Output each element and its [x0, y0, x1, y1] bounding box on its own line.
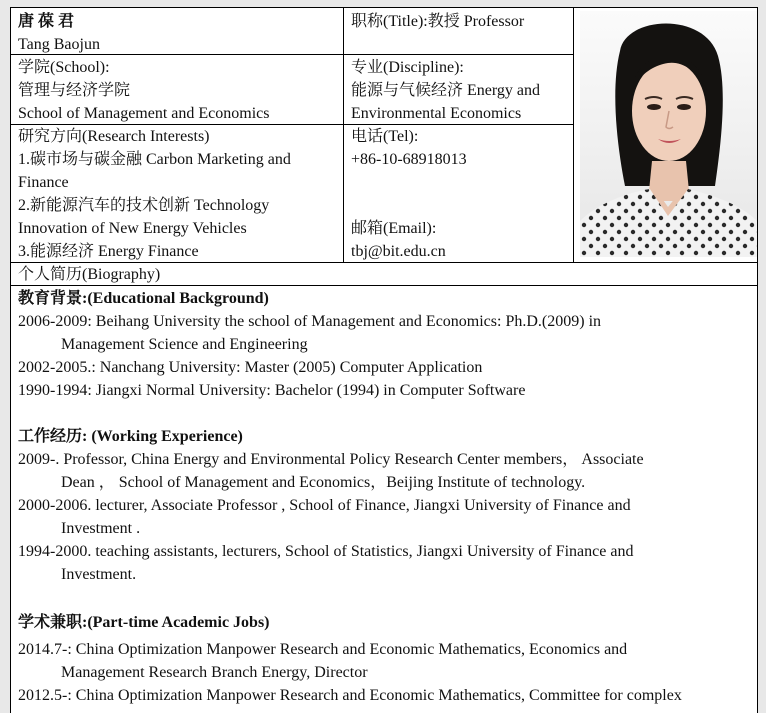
research-cell: [10, 124, 343, 262]
biography-header: 个人简历(Biography): [18, 266, 161, 283]
research-line: Innovation of New Energy Vehicles: [18, 220, 247, 237]
discipline-cell: [343, 54, 574, 124]
title-text: 职称(Title):教授 Professor: [351, 13, 525, 30]
discipline-line-2: Environmental Economics: [351, 105, 522, 122]
work-entry-cont: Investment .: [61, 520, 141, 537]
name-en: Tang Baojun: [18, 36, 100, 53]
jobs-entry: 2014.7-: China Optimization Manpower Research and Economic Mathematics, Economics and: [18, 641, 628, 658]
email-link[interactable]: tbj@bit.edu.cn: [351, 243, 446, 260]
school-en: School of Management and Economics: [18, 105, 270, 122]
work-entry-cont: Dean ， School of Management and Economics，Beijing Institute of technology.: [61, 474, 586, 491]
discipline-line-1: 能源与气候经济 Energy and: [351, 82, 541, 99]
research-label: 研究方向(Research Interests): [18, 128, 210, 145]
jobs-entry-cont: Management Research Branch Energy, Director: [61, 664, 368, 681]
school-cn: 管理与经济学院: [18, 82, 131, 99]
discipline-label: 专业(Discipline):: [351, 59, 464, 76]
education-entry: 2006-2009: Beihang University the school of Management and Economics: Ph.D.(2009) in: [18, 313, 602, 330]
work-entry: 1994-2000. teaching assistants, lecturers, School of Statistics, Jiangxi University of Finance and: [18, 543, 634, 560]
work-heading: 工作经历: (Working Experience): [18, 428, 243, 445]
biography-body: [10, 285, 758, 713]
school-cell: [10, 54, 343, 124]
jobs-heading: 学术兼职:(Part-time Academic Jobs): [18, 614, 270, 631]
portrait-illustration: [580, 11, 757, 257]
research-line: 3.能源经济 Energy Finance: [18, 243, 199, 260]
cv-page: [10, 7, 758, 713]
photo-cell: [574, 7, 758, 262]
name-cn: 唐 葆 君: [18, 13, 75, 30]
education-heading: 教育背景:(Educational Background): [18, 290, 269, 307]
work-entry: 2000-2006. lecturer, Associate Professor , School of Finance, Jiangxi University of Finance and: [18, 497, 631, 514]
research-line: 2.新能源汽车的技术创新 Technology: [18, 197, 270, 214]
biography-header-cell: [10, 262, 758, 285]
jobs-entry: 2012.5-: China Optimization Manpower Research and Economic Mathematics, Committee for complex: [18, 687, 682, 704]
contact-cell: [343, 124, 574, 262]
work-entry: 2009-. Professor, China Energy and Environmental Policy Research Center members， Associate: [18, 451, 644, 468]
research-line: 1.碳市场与碳金融 Carbon Marketing and: [18, 151, 291, 168]
name-cell: [10, 7, 343, 54]
school-label: 学院(School):: [18, 59, 110, 76]
email-label: 邮箱(Email):: [351, 220, 437, 237]
title-cell: [343, 7, 574, 54]
work-entry-cont: Investment.: [61, 566, 137, 583]
education-entry: 2002-2005.: Nanchang University: Master (2005) Computer Application: [18, 359, 483, 376]
tel-label: 电话(Tel):: [351, 128, 419, 145]
profile-table: [10, 7, 758, 713]
portrait-photo: [580, 11, 757, 257]
tel-value: +86-10-68918013: [351, 151, 467, 168]
education-entry-cont: Management Science and Engineering: [61, 336, 308, 353]
education-entry: 1990-1994: Jiangxi Normal University: Bachelor (1994) in Computer Software: [18, 382, 526, 399]
research-line: Finance: [18, 174, 69, 191]
